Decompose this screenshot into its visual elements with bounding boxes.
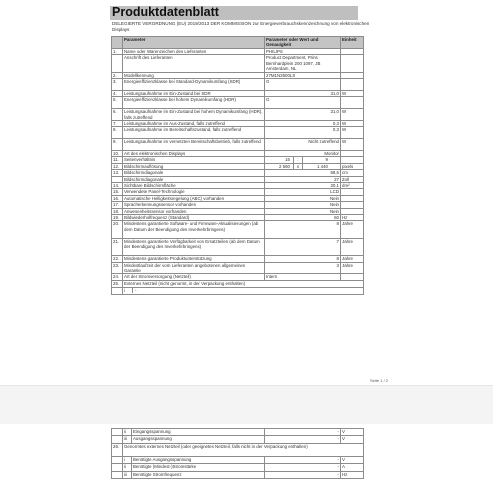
row-parameter: Modellkennung xyxy=(123,72,265,78)
regulation-intro: DELEGIERTE VERORDNUNG (EU) 2019/2013 DER KOMMISSION zur Energieverbrauchskennzeichnung von elektronischen Displays xyxy=(112,21,370,33)
row-value: 31,0 xyxy=(265,91,341,97)
row-unit: Jahre xyxy=(341,238,364,255)
table-row xyxy=(112,127,364,139)
row-parameter: Bildwiederholfrequenz (Standard) xyxy=(123,215,265,221)
row-number xyxy=(112,471,123,478)
table-row xyxy=(112,429,364,436)
table-row-external-psu xyxy=(112,280,364,287)
row-unit: Hz xyxy=(341,471,364,478)
row-number: 26. xyxy=(112,443,123,456)
row-value: Product Department, Prins Bernhardplein 200 1097, JB Amsterdam, NL xyxy=(265,55,341,72)
row-value: Nicht zutreffend xyxy=(265,139,341,151)
row-value: Monitor xyxy=(265,151,341,157)
row-unit: dm² xyxy=(341,183,364,189)
row-value: 27M1N3500LS xyxy=(265,72,341,78)
table-row xyxy=(112,109,364,121)
row-parameter: Seitenverhältnis xyxy=(123,157,265,163)
row-parameter: Energieeffizienzklasse bei hohem Dynamikumfang (HDR) xyxy=(123,97,265,109)
row-number: 18. xyxy=(112,208,123,214)
row-parameter: Automatische Helligkeitsregelung (ABC) vorhanden xyxy=(123,195,265,201)
value-separator: x xyxy=(293,164,303,169)
row-number: 14. xyxy=(112,183,123,189)
row-sub-label: ii xyxy=(123,464,132,471)
row-sub-label: ii xyxy=(123,429,132,436)
row-number: 20. xyxy=(112,221,123,238)
sub-value: - xyxy=(135,287,137,293)
row-value: G xyxy=(265,97,341,109)
table-row-sub xyxy=(112,287,364,294)
row-sub-label: i xyxy=(123,456,132,463)
row-value: Nein xyxy=(265,195,341,201)
row-unit: W xyxy=(341,139,364,151)
header-num-cell xyxy=(112,37,123,49)
table-row xyxy=(112,436,364,443)
row-number: 7. xyxy=(112,121,123,127)
row-unit: W xyxy=(341,121,364,127)
row-parameter: Benötigte Stromfrequenz xyxy=(132,471,265,478)
row-parameter: Anwesenheitssensor vorhanden xyxy=(123,208,265,214)
row-number: 15. xyxy=(112,189,123,195)
row-number: 9. xyxy=(112,139,123,151)
row-value: - xyxy=(265,456,341,463)
row-parameter: Leistungsaufnahme im Ein-Zustand bei hohem Dynamikumfang (HDR), falls zutreffend xyxy=(124,109,263,120)
row-parameter: Bildschirmauflösung xyxy=(123,163,265,169)
row-parameter: Anschrift des Lieferanten xyxy=(123,55,265,72)
table-row xyxy=(112,443,364,456)
value-part-a: 2 560 xyxy=(279,163,290,169)
row-value: Nein xyxy=(265,208,341,214)
row-value: LCD xyxy=(265,189,341,195)
table-row xyxy=(112,262,364,274)
row-number: 12. xyxy=(112,163,123,169)
row-parameter: Leistungsaufnahme im vernetzten Bereitschaftsbetrieb, falls zutreffend xyxy=(123,139,265,151)
row-unit: cm xyxy=(341,170,364,176)
row-parameter: Mindestlaufzeit der vom Lieferanten angebotenen allgemeinen Garantie xyxy=(123,262,265,274)
row-number xyxy=(112,55,123,72)
row-parameter: Energieeffizienzklasse bei Standard-Dynamikumfang (SDR) xyxy=(123,79,265,91)
row-value: - xyxy=(265,471,341,478)
page-gap xyxy=(0,386,493,424)
row-unit: V xyxy=(341,436,364,443)
row-value: - xyxy=(265,436,341,443)
row-number-empty xyxy=(112,287,123,294)
table-row xyxy=(112,221,364,238)
row-parameter: Benötigte Ausgangsspannung xyxy=(132,456,265,463)
row-unit: A xyxy=(341,464,364,471)
row-unit: W xyxy=(341,91,364,97)
row-value: Nein xyxy=(265,202,341,208)
row-parameter: Eingangsspannung xyxy=(132,429,265,436)
table-row xyxy=(112,139,364,151)
row-number: 10. xyxy=(112,151,123,157)
row-value: 60 xyxy=(265,215,341,221)
row-value: - xyxy=(265,464,341,471)
row-spanning-text: Externes Netzteil (nicht genormt, in der Verpackung enthalten) xyxy=(123,280,364,287)
value-part-b: 1 440 xyxy=(317,163,328,169)
row-number: 22. xyxy=(112,256,123,262)
row-value: PHILIPS xyxy=(265,49,341,55)
row-unit: Jahre xyxy=(341,221,364,238)
row-unit: pixels xyxy=(341,163,364,169)
product-data-table-continued xyxy=(111,428,364,479)
row-value: 3 xyxy=(265,262,341,274)
row-unit: V xyxy=(341,429,364,436)
row-parameter: Verwendete Panel-Technologie xyxy=(123,189,265,195)
sub-row xyxy=(123,288,363,293)
row-value: Intern xyxy=(265,274,341,280)
row-number xyxy=(112,429,123,436)
row-unit xyxy=(341,55,364,72)
product-data-table xyxy=(111,36,364,295)
row-number: 11. xyxy=(112,157,123,163)
row-number: 17. xyxy=(112,202,123,208)
row-value: 31,0 xyxy=(265,109,341,121)
row-parameter: Name oder Warenzeichen des Lieferanten xyxy=(123,49,265,55)
row-number: 13. xyxy=(112,170,123,176)
row-parameter: Spracherkennungssensor vorhanden xyxy=(123,202,265,208)
row-spanning-text: Genormtes externes Netzteil (oder geeignetes Netzteil, falls nicht in der Verpackung enthalten) xyxy=(123,443,364,456)
row-number: 23. xyxy=(112,262,123,274)
row-value: G xyxy=(265,79,341,91)
row-parameter: Ausgangsspannung xyxy=(132,436,265,443)
header-unit-cell: Einheit xyxy=(341,37,364,49)
row-number xyxy=(112,436,123,443)
row-sub-cell xyxy=(123,287,364,294)
header-value-cell: Parameter oder Wert und Genauigkeit xyxy=(265,37,341,49)
row-number: 8. xyxy=(112,127,123,139)
page-title: Produktdatenblatt xyxy=(112,5,219,19)
sub-label: i xyxy=(123,288,133,293)
table-row xyxy=(112,55,364,72)
table-row xyxy=(112,464,364,471)
row-number xyxy=(112,456,123,463)
row-parameter: Leistungsaufnahme im Aus-Zustand, falls zutreffend xyxy=(123,121,265,127)
row-parameter: Mindestens garantierte Verfügbarkeit von Ersatzteilen (ab dem Datum der Beendigung des Inverkehrbringens) xyxy=(123,238,265,255)
table-header xyxy=(112,37,364,49)
row-value: - xyxy=(265,429,341,436)
row-number: 19. xyxy=(112,215,123,221)
page-number: Seite 1 / 2 xyxy=(370,378,389,383)
table-row xyxy=(112,97,364,109)
header-param-cell: Parameter xyxy=(123,37,265,49)
row-unit xyxy=(341,97,364,109)
table-row xyxy=(112,456,364,463)
table-row xyxy=(112,79,364,91)
row-unit: Zoll xyxy=(341,176,364,182)
row-unit: Jahre xyxy=(341,262,364,274)
row-number: 24. xyxy=(112,274,123,280)
row-parameter: Art der Stromversorgung (Netzteil) xyxy=(123,274,265,280)
row-unit: V xyxy=(341,456,364,463)
row-sub-label: iii xyxy=(123,471,132,478)
split-value xyxy=(265,157,340,162)
table-row xyxy=(112,238,364,255)
row-parameter: Mindestens garantierte Software- und Firmware-Aktualisierungen (ab dem Datum der Beendigung des Inverkehrbringens) xyxy=(123,221,265,238)
row-parameter: Benötigte (Mindest-)Stromstärke xyxy=(132,464,265,471)
row-value: 68,5 xyxy=(265,170,341,176)
split-value xyxy=(265,164,340,169)
table-row xyxy=(112,471,364,478)
row-number: 5. xyxy=(112,97,123,109)
row-value: 8 xyxy=(265,221,341,238)
row-sub-label: iii xyxy=(123,436,132,443)
row-number: 25. xyxy=(112,280,123,287)
row-parameter: Art des elektronischen Displays xyxy=(123,151,265,157)
row-parameter: Bildschirmdiagonale xyxy=(123,170,265,176)
row-unit: W xyxy=(341,109,364,121)
row-value-split xyxy=(265,157,341,163)
row-value: 0,3 xyxy=(265,121,341,127)
row-value: 8 xyxy=(265,256,341,262)
row-unit xyxy=(341,79,364,91)
row-parameter: Leistungsaufnahme im Ein-Zustand bei SDR xyxy=(123,91,265,97)
row-parameter: Mindestens garantierte Produktunterstützung xyxy=(123,256,265,262)
row-unit: W xyxy=(341,127,364,139)
row-unit: Jahre xyxy=(341,256,364,262)
row-number xyxy=(112,464,123,471)
row-unit: Hz xyxy=(341,215,364,221)
row-value-split xyxy=(265,163,341,169)
value-part-b: 9 xyxy=(325,157,328,163)
value-separator: : xyxy=(293,157,303,162)
row-value: 0,3 xyxy=(265,127,341,139)
row-value: 27 xyxy=(265,176,341,182)
row-number: 6. xyxy=(112,109,123,121)
value-part-a: 16 xyxy=(285,157,290,163)
row-value: 7 xyxy=(265,238,341,255)
row-number: 3. xyxy=(112,79,123,91)
row-value: 20,1 xyxy=(265,183,341,189)
row-number: 21. xyxy=(112,238,123,255)
row-number: 4. xyxy=(112,91,123,97)
row-number: 16. xyxy=(112,195,123,201)
row-number: 1. xyxy=(112,49,123,55)
row-parameter: Sichtbare Bildschirmfläche xyxy=(123,183,265,189)
row-number: 2. xyxy=(112,72,123,78)
row-parameter: Leistungsaufnahme im Bereitschaftszustand, falls zutreffend xyxy=(123,127,265,139)
row-parameter: Bildschirmdiagonale xyxy=(123,176,265,182)
